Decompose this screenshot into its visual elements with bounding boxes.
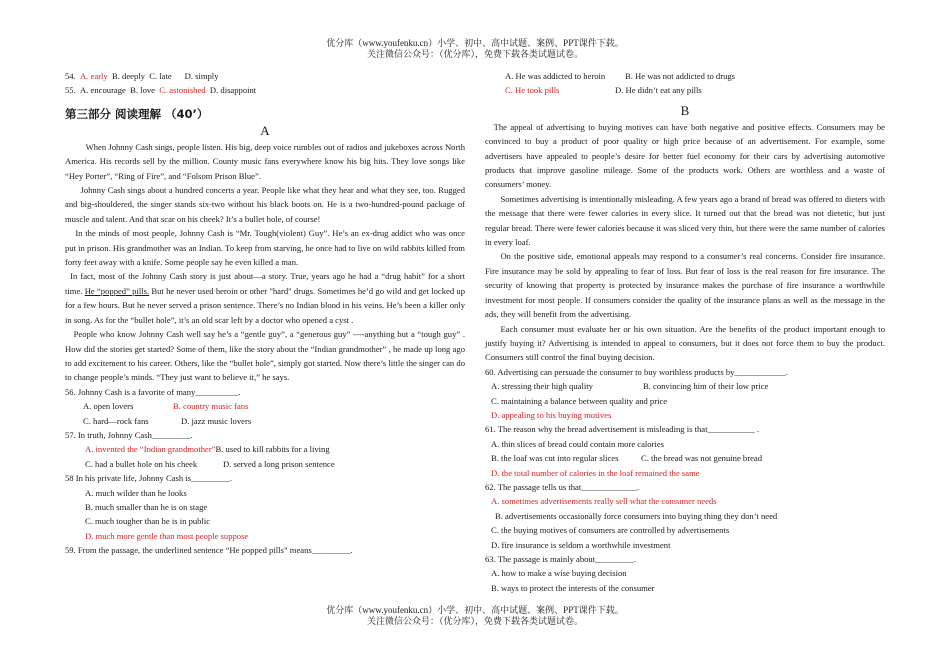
question-59-row-1: A. He was addicted to heroin B. He was not addicted to drugs bbox=[505, 71, 736, 81]
left-column bbox=[65, 69, 465, 558]
right-column bbox=[485, 69, 885, 595]
passage-a-title: A bbox=[260, 122, 270, 138]
question-58-option-b: B. much smaller than he is on stage bbox=[85, 501, 208, 512]
question-62-option-c: C. the buying motives of consumers are controlled by advertisements bbox=[491, 525, 730, 536]
question-61-option-d: D. the total number of calories in the loaf remained the same bbox=[491, 467, 700, 478]
question-63-option-a: A. how to make a wise buying decision bbox=[491, 568, 627, 579]
underlined-sentence: He “popped” pills. bbox=[84, 285, 150, 296]
question-59-stem: 59. From the passage, the underlined sentence “He popped pills” means_________. bbox=[65, 545, 353, 556]
question-62-option-a: A. sometimes advertisements really sell what the consumer needs bbox=[491, 496, 717, 507]
question-58-option-a: A. much wilder than he looks bbox=[85, 487, 187, 498]
question-62-option-b: B. advertisements occasionally force consumers into buying thing they don’t need bbox=[495, 510, 778, 521]
passage-b-paragraph-3: On the positive side, emotional appeals may respond to a consumer’s real concerns. Consider fire insurance. Fire insurance may be sold by appealing to fear of loss. But fear of loss is the real reason for fire insurance. The security of knowing that property is protected by insurance makes the purchase of fire insurance a worthwhile investment for most people. If consumers consider the quality of the insurance plans as well as the message in the ads, they will benefit from the advertising. bbox=[485, 251, 885, 320]
passage-a-paragraph-2: Johnny Cash sings about a hundred concerts a year. People like what they hear and what they see, too. Rugged and big-shouldered, the singer stands six-two without his black boots on. He is a two-hundred-pound package of muscle and talent. And that scar on his cheek? It’s a bullet hole, of course! bbox=[65, 185, 465, 224]
footer-line-2: 关注微信公众号：（优分库），免费下载各类试题试卷。 bbox=[366, 616, 583, 626]
question-56-row-2: C. hard—rock fans D. jazz music lovers bbox=[83, 415, 252, 426]
question-60-option-d: D. appealing to his buying motives bbox=[491, 409, 612, 420]
section-title: 第三部分 阅读理解 （40’） bbox=[65, 106, 209, 121]
question-54: 54. A. early B. deeply C. late D. simply bbox=[65, 71, 219, 81]
question-58-option-c: C. much tougher than he is in public bbox=[85, 516, 211, 527]
question-57-row-2: C. had a bullet hole on his cheek D. served a long prison sentence bbox=[85, 458, 335, 469]
q55-option-b: B. love bbox=[130, 85, 155, 96]
passage-b-paragraph-4: Each consumer must evaluate her or his own situation. Are the benefits of the product important enough to justify buying it? Advertising is intended to appeal to consumers, but it does not force them to buy the product. Consumers still control the final buying decision. bbox=[485, 323, 885, 363]
question-61-stem: 61. The reason why the bread advertisement is misleading is that___________ . bbox=[485, 424, 760, 435]
question-61-option-a: A. thin slices of bread could contain more calories bbox=[491, 438, 665, 449]
page-footer bbox=[0, 605, 950, 627]
question-63-stem: 63. The passage is mainly about_________. bbox=[485, 554, 636, 564]
passage-a-paragraph-4: In fact, most of the Johnny Cash story is just about—a story. True, years ago he had a “drug habit” for a short time. He “popped” pills. But he never used heroin or other "hard" drugs. Sometimes he’d go wild and get locked up for a few hours. But he never served a prison sentence. There’s no Indian blood in his veins. He’s been a killer only in song. As for the “bullet hole”, it’s an old scar left by a doctor who opened a cyst . bbox=[65, 271, 465, 325]
question-63-option-b: B. ways to protect the interests of the consumer bbox=[491, 582, 655, 593]
q55-option-c: C. astonished bbox=[159, 85, 206, 96]
question-57-row-1: A. invented the “Indian grandmother”B. used to kill rabbits for a living bbox=[85, 444, 330, 455]
q54-option-d: D. simply bbox=[184, 71, 219, 81]
question-55: 55. A. encourage B. love C. astonished D. disappoint bbox=[65, 85, 257, 96]
passage-b-title: B bbox=[680, 102, 690, 118]
q54-option-a: A. early bbox=[80, 71, 108, 81]
question-57-stem: 57. In truth, Johnny Cash_________. bbox=[65, 429, 193, 440]
question-58-stem: 58 In his private life, Johnny Cash is_________. bbox=[65, 473, 232, 484]
q55-option-d: D. disappoint bbox=[209, 85, 257, 96]
question-62-option-d: D. fire insurance is seldom a worthwhile investment bbox=[491, 539, 671, 550]
header-line-1: 优分库（www.youfenku.cn）小学、初中、高中试题、案例、PPT课件下载。 bbox=[326, 38, 624, 48]
question-60-option-c: C. maintaining a balance between quality and price bbox=[491, 395, 668, 406]
question-62-stem: 62. The passage tells us that_____________. bbox=[485, 481, 640, 492]
question-56-row-1: A. open lovers B. country music fans bbox=[83, 401, 249, 412]
passage-b-paragraph-2: Sometimes advertising is intentionally misleading. A few years ago a brand of bread was offered to dieters with the message that there were fewer calories in every slice. It turned out that the bread was not dietetic, but just regular bread. There were fewer calories because it was sliced very thin, but there were the same number of calories in every loaf. bbox=[485, 193, 885, 248]
footer-line-1: 优分库（www.youfenku.cn）小学、初中、高中试题、案例、PPT课件下载。 bbox=[326, 605, 624, 615]
passage-a-paragraph-5: People who know Johnny Cash well say he’s a “gentle guy”, a “generous guy” ----anything but a “tough guy” . How did the stories get started? Some of them, like the story about the “Indian grandmother” , he made up long ago to add excitement to his career. Others, like the “bullet hole”, simply got started. Now there’s little the singer can do to change people’s minds. “They just want to believe it,” he says. bbox=[65, 329, 465, 383]
question-61-row-2: B. the loaf was cut into regular slices C. the bread was not genuine bread bbox=[491, 453, 762, 464]
q54-option-b: B. deeply bbox=[112, 71, 145, 81]
passage-b-paragraph-1: The appeal of advertising to buying motives can have both negative and positive effects. Consumers may be convinced to buy a product of poor quality or high price because of an advertisement. For example, some advertisers have appealed to people’s desire for better fuel economy for their cars by advertising automotive products that improve gasoline mileage. Some of the products work. Others are worthless and a waste of consumers’ money. bbox=[485, 121, 885, 190]
question-59-row-2: C. He took pills D. He didn’t eat any pills bbox=[505, 85, 702, 96]
page-header bbox=[0, 38, 950, 60]
passage-a-paragraph-1: When Johnny Cash sings, people listen. His big, deep voice rumbles out of radios and jukeboxes across North America. His records sell by the million. County music fans everywhere know his big hits. They love songs like “Hey Porter”, “Ring of Fire”, and “Folsom Prison Blue”. bbox=[65, 141, 465, 181]
question-56-stem: 56. Johnny Cash is a favorite of many__________. bbox=[65, 386, 241, 397]
passage-a-paragraph-3: In the minds of most people, Johnny Cash is “Mr. Tough(violent) Guy”. He’s an ex-drug addict who was once put in prison. His grandmother was an Indian. To keep from starving, he once had to live on wild rabbits killed from forty feet away with a knife. Some people say he even killed a man. bbox=[65, 228, 465, 268]
q55-option-a: A. encourage bbox=[80, 85, 126, 96]
question-60-row-1: A. stressing their high quality B. convincing him of their low price bbox=[491, 381, 769, 392]
question-60-stem: 60. Advertising can persuade the consumer to buy worthless products by____________. bbox=[485, 366, 789, 377]
question-58-option-d: D. much more gentle than most people suppose bbox=[85, 530, 249, 541]
header-line-2: 关注微信公众号：（优分库），免费下载各类试题试卷。 bbox=[366, 49, 583, 59]
q54-option-c: C. late bbox=[149, 71, 172, 81]
